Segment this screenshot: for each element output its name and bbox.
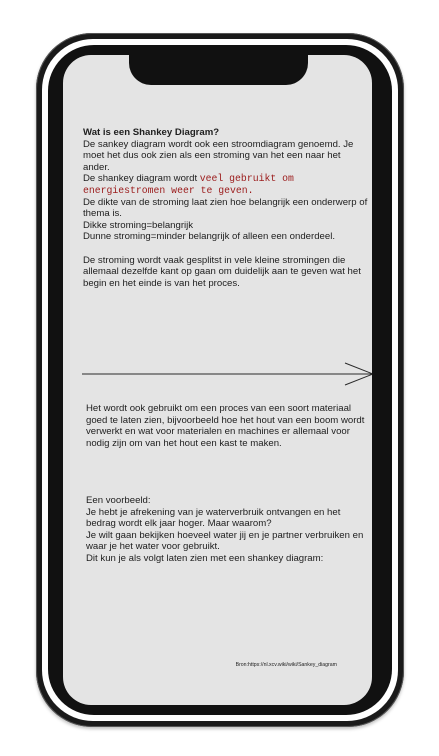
process-section	[86, 403, 366, 449]
intro-paragraph: De sankey diagram wordt ook een stroomdiagram genoemd. Je moet het dus ook zien als een stroming van het een naar het ander.	[83, 138, 354, 173]
example-heading: Een voorbeeld:	[86, 495, 151, 506]
arrow-right-icon	[82, 362, 372, 386]
thin-flow-line: Dunne stroming=minder belangrijk of alleen een onderdeel.	[83, 231, 335, 243]
intro-section	[83, 127, 369, 289]
example-paragraph-2: Je wilt gaan bekijken hoeveel water jij en je partner verbruiken en waar je het water voor gebruikt.	[86, 529, 364, 553]
split-paragraph: De stroming wordt vaak gesplitst in vele kleine stromingen die allemaal dezelfde kant op gaan om duidelijk aan te geven wat het begin en het einde is van het proces.	[83, 254, 361, 289]
phone-notch	[129, 55, 308, 85]
thickness-paragraph: De dikte van de stroming laat zien hoe belangrijk een onderwerp of thema is.	[83, 196, 368, 220]
source-link[interactable]: Bron:https://nl.xcv.wiki/wiki/Sankey_diagram	[235, 662, 337, 668]
phone-screen	[63, 55, 372, 705]
process-paragraph: Het wordt ook gebruikt om een proces van een soort materiaal goed te laten zien, bijvoorbeeld hoe het hout van een boom wordt verwerkt en wat voor materialen en machines er allemaal voor nodig zijn om van het hout een kast te maken.	[86, 403, 365, 449]
usage-highlight: veel gebruikt om energiestromen weer te geven.	[83, 173, 294, 196]
usage-paragraph	[83, 173, 369, 196]
section-title: Wat is een Shankey Diagram?	[83, 127, 220, 138]
example-paragraph-3: Dit kun je als volgt laten zien met een shankey diagram:	[86, 552, 324, 564]
example-paragraph: Je hebt je afrekening van je waterverbruik ontvangen en het bedrag wordt elk jaar hoger. Maar waarom?	[86, 506, 341, 530]
usage-prefix: De shankey diagram wordt	[83, 173, 200, 185]
thick-flow-line: Dikke stroming=belangrijk	[83, 219, 194, 231]
example-section	[86, 495, 368, 565]
